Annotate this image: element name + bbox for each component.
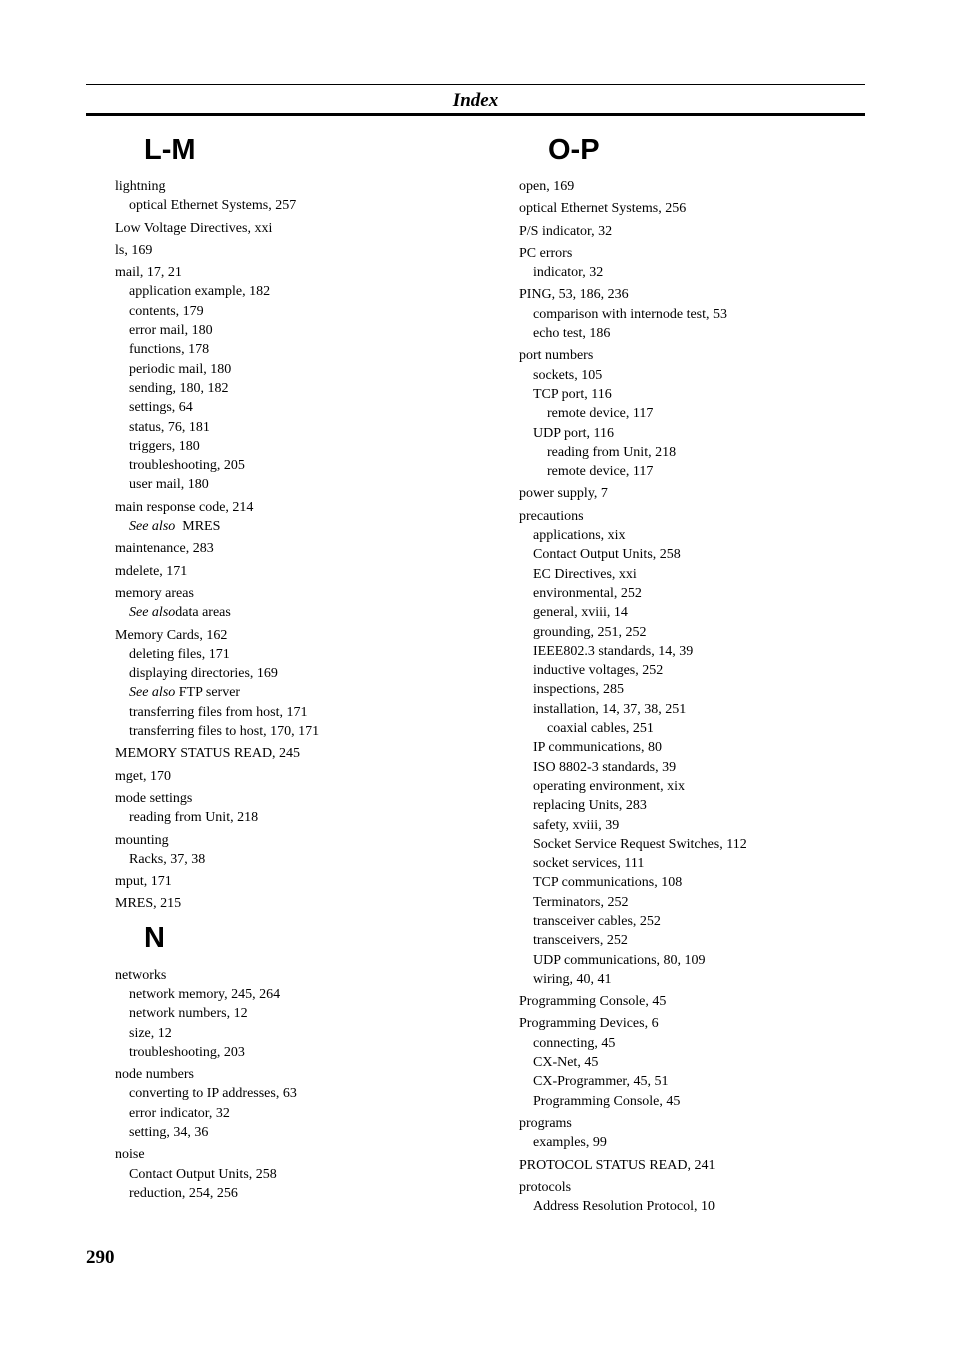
index-term: power supply, 7	[519, 486, 608, 502]
index-term: memory areas	[115, 585, 194, 601]
index-entry	[115, 241, 495, 260]
section-heading: N	[144, 921, 165, 954]
index-subterm: inductive voltages, 252	[533, 663, 664, 679]
index-subterm: operating environment, xix	[533, 778, 686, 794]
section-heading: L-M	[144, 134, 196, 166]
index-subterm: transferring files from host, 171	[129, 704, 308, 720]
index-entry	[519, 484, 865, 503]
index-subterm: user mail, 180	[129, 477, 209, 493]
index-subterm: deleting files, 171	[129, 646, 230, 662]
index-subterm: troubleshooting, 203	[129, 1044, 245, 1060]
index-entry	[519, 346, 865, 481]
index-entry	[519, 1156, 865, 1175]
index-term: Programming Devices, 6	[519, 1016, 659, 1032]
index-term: precautions	[519, 508, 584, 524]
index-subterm: converting to IP addresses, 63	[129, 1086, 297, 1102]
index-entry	[115, 744, 495, 763]
index-subterm: applications, xix	[533, 528, 626, 544]
index-entry	[115, 539, 495, 558]
index-subterm: contents, 179	[129, 303, 204, 319]
index-subterm: examples, 99	[533, 1135, 607, 1151]
index-subterm: Contact Output Units, 258	[129, 1166, 277, 1182]
index-entry	[115, 767, 495, 786]
index-subterm: network numbers, 12	[129, 1006, 248, 1022]
index-entry	[115, 219, 495, 238]
index-subterm: Socket Service Request Switches, 112	[533, 836, 747, 852]
index-subterm: displaying directories, 169	[129, 666, 278, 682]
index-subterm: status, 76, 181	[129, 419, 210, 435]
index-term: noise	[115, 1147, 145, 1163]
index-entry	[519, 1178, 865, 1217]
index-subterm: error mail, 180	[129, 323, 213, 339]
index-subterm: UDP communications, 80, 109	[533, 952, 706, 968]
index-subterm: transceiver cables, 252	[533, 913, 661, 929]
index-subterm: remote device, 117	[547, 406, 654, 422]
section-heading: O-P	[548, 134, 600, 166]
index-entry	[519, 244, 865, 283]
index-subterm: settings, 64	[129, 400, 193, 416]
index-subterm: TCP port, 116	[533, 386, 612, 402]
index-entry	[115, 1065, 495, 1142]
see-also-label: See also	[129, 605, 176, 621]
index-entry	[115, 584, 495, 623]
index-subterm: connecting, 45	[533, 1035, 616, 1051]
index-subterm: CX-Net, 45	[533, 1055, 599, 1071]
index-column-right	[519, 132, 865, 1219]
index-subterm: grounding, 251, 252	[533, 624, 647, 640]
index-subterm: indicator, 32	[533, 265, 604, 281]
see-also-label: See also	[129, 519, 176, 535]
index-subterm: periodic mail, 180	[129, 361, 232, 377]
index-entry	[115, 872, 495, 891]
index-subterm: Contact Output Units, 258	[533, 547, 681, 563]
index-term: MRES, 215	[115, 896, 182, 912]
index-term: port numbers	[519, 348, 594, 364]
index-entry	[519, 1114, 865, 1153]
index-entry	[519, 199, 865, 218]
index-subterm: troubleshooting, 205	[129, 458, 245, 474]
index-subterm: transceivers, 252	[533, 933, 628, 949]
index-term: open, 169	[519, 179, 575, 194]
index-subterm: reading from Unit, 218	[129, 810, 259, 826]
index-term: ls, 169	[115, 242, 153, 258]
index-subterm: sockets, 105	[533, 367, 603, 383]
index-column-left	[115, 132, 495, 1206]
index-entry	[519, 177, 865, 196]
see-also-target: MRES	[175, 519, 221, 535]
index-entry	[519, 222, 865, 241]
index-term: mdelete, 171	[115, 563, 188, 579]
index-entry	[115, 177, 495, 216]
index-subterm: CX-Programmer, 45, 51	[533, 1074, 669, 1090]
index-entry	[519, 992, 865, 1011]
index-subterm: Address Resolution Protocol, 10	[533, 1199, 715, 1215]
index-term: PING, 53, 186, 236	[519, 287, 629, 303]
index-subterm: safety, xviii, 39	[533, 817, 620, 833]
index-term: Low Voltage Directives, xxi	[115, 220, 273, 236]
index-subterm: error indicator, 32	[129, 1105, 230, 1121]
index-subterm: optical Ethernet Systems, 257	[129, 198, 297, 214]
index-term: Memory Cards, 162	[115, 627, 228, 643]
index-subterm: IP communications, 80	[533, 740, 662, 756]
header-rule-bottom	[86, 113, 865, 116]
index-subterm: Racks, 37, 38	[129, 851, 206, 867]
index-subterm: functions, 178	[129, 342, 210, 358]
index-term: P/S indicator, 32	[519, 223, 613, 239]
index-subterm: inspections, 285	[533, 682, 624, 698]
index-subterm: comparison with internode test, 53	[533, 306, 728, 322]
index-term: mounting	[115, 832, 169, 848]
index-entry	[115, 966, 495, 1062]
index-subterm: network memory, 245, 264	[129, 986, 281, 1002]
index-term: PC errors	[519, 245, 573, 261]
index-entry	[115, 562, 495, 581]
index-term: mail, 17, 21	[115, 265, 182, 281]
index-term: optical Ethernet Systems, 256	[519, 201, 687, 217]
index-subterm: UDP port, 116	[533, 425, 615, 441]
index-entry	[115, 894, 495, 913]
index-subterm: transferring files to host, 170, 171	[129, 724, 320, 740]
running-header-title: Index	[452, 90, 499, 111]
index-subterm: application example, 182	[129, 284, 271, 300]
index-subterm: general, xviii, 14	[533, 605, 628, 621]
index-subterm: remote device, 117	[547, 464, 654, 480]
index-subterm: ISO 8802-3 standards, 39	[533, 759, 677, 775]
page-number: 290	[86, 1247, 115, 1268]
index-entry	[115, 1145, 495, 1203]
index-subterm: replacing Units, 283	[533, 798, 647, 814]
index-term: main response code, 214	[115, 499, 254, 515]
index-subterm: echo test, 186	[533, 326, 611, 342]
index-entry	[519, 1014, 865, 1110]
index-term: MEMORY STATUS READ, 245	[115, 746, 301, 762]
index-term: PROTOCOL STATUS READ, 241	[519, 1157, 716, 1173]
index-entry	[115, 831, 495, 870]
index-subterm: triggers, 180	[129, 438, 200, 454]
see-also-target: FTP server	[175, 685, 241, 701]
index-term: networks	[115, 967, 167, 983]
index-entry	[519, 507, 865, 989]
see-also-target: data areas	[175, 605, 231, 621]
index-term: protocols	[519, 1179, 572, 1195]
index-subterm: EC Directives, xxi	[533, 566, 637, 582]
index-subterm: reading from Unit, 218	[547, 444, 677, 460]
index-subterm: IEEE802.3 standards, 14, 39	[533, 643, 694, 659]
index-subterm	[115, 517, 495, 536]
index-subterm: Programming Console, 45	[533, 1093, 681, 1109]
index-entry	[115, 498, 495, 537]
index-term: mode settings	[115, 790, 193, 806]
index-subterm: Terminators, 252	[533, 894, 629, 910]
index-term: Programming Console, 45	[519, 994, 667, 1010]
index-subterm: environmental, 252	[533, 585, 642, 601]
index-subterm: setting, 34, 36	[129, 1125, 209, 1141]
index-term: maintenance, 283	[115, 541, 214, 557]
index-entry	[115, 626, 495, 742]
header-rule-top	[86, 84, 865, 85]
index-subterm: sending, 180, 182	[129, 380, 229, 396]
index-term: mget, 170	[115, 768, 171, 784]
index-subterm	[115, 603, 495, 622]
index-subterm: installation, 14, 37, 38, 251	[533, 701, 687, 717]
index-term: programs	[519, 1115, 572, 1131]
index-entry	[115, 263, 495, 495]
index-subterm: TCP communications, 108	[533, 875, 683, 891]
index-subterm	[115, 683, 495, 702]
index-term: mput, 171	[115, 874, 172, 890]
index-term: node numbers	[115, 1067, 194, 1083]
index-term: lightning	[115, 179, 166, 194]
index-subterm: reduction, 254, 256	[129, 1185, 238, 1201]
index-subterm: size, 12	[129, 1025, 172, 1041]
see-also-label: See also	[129, 685, 176, 701]
index-entry	[519, 285, 865, 343]
index-subterm: socket services, 111	[533, 856, 645, 872]
index-subterm: wiring, 40, 41	[533, 971, 612, 987]
index-entry	[115, 789, 495, 828]
index-subterm: coaxial cables, 251	[547, 721, 654, 737]
